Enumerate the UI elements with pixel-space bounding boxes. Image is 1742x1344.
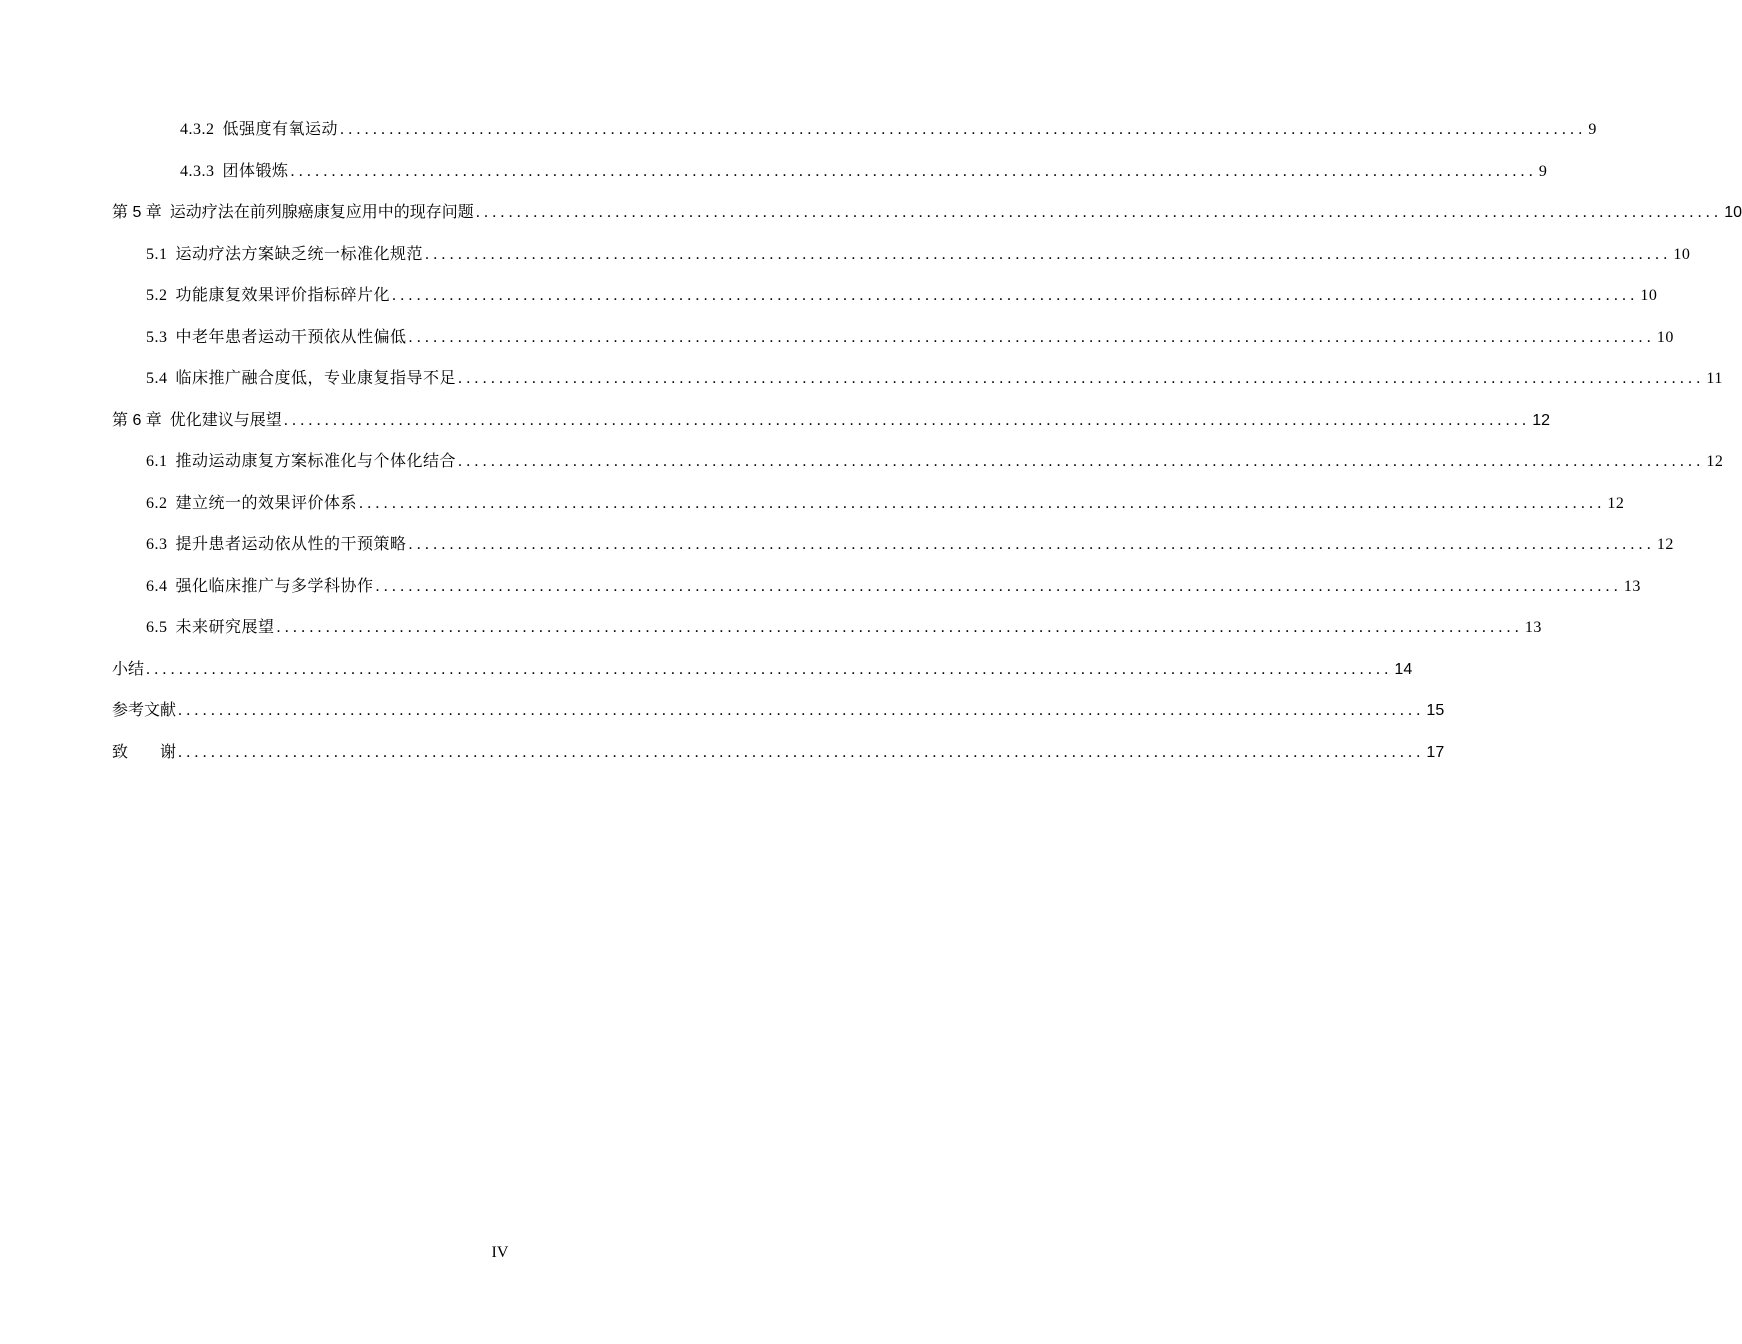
toc-entry-number: 5.1	[146, 245, 168, 263]
toc-leader-dots: ........................................................................................................................................................	[290, 162, 1537, 180]
toc-entry-number: 6.4	[146, 577, 168, 595]
toc-entry-text: 中老年患者运动干预依从性偏低	[175, 328, 407, 346]
toc-leader-dots: ........................................................................................................................................................	[458, 453, 1705, 470]
toc-entry-title	[146, 282, 390, 310]
toc-entry-6-1[interactable]	[112, 448, 1724, 490]
toc-entry-title	[146, 531, 407, 559]
toc-entry-5-3[interactable]	[112, 324, 1674, 366]
toc-entry-4-3-2[interactable]	[112, 116, 1597, 158]
toc-entry-number: 6.3	[146, 536, 168, 553]
toc-entry-page: 10	[1673, 245, 1691, 263]
toc-entry-text: 运动疗法在前列腺癌康复应用中的现存问题	[169, 204, 474, 221]
toc-entry-text: 致 谢	[112, 743, 177, 761]
toc-leader-dots: ........................................................................................................................................................	[458, 370, 1705, 387]
toc-entry-number: 6.5	[146, 619, 168, 636]
toc-entry-5-2[interactable]	[112, 282, 1658, 324]
toc-entry-title	[180, 158, 289, 186]
toc-entry-text: 参考文献	[112, 702, 177, 719]
toc-entry-5-1[interactable]	[112, 241, 1691, 283]
toc-entry-title	[112, 407, 282, 435]
toc-entry-page: 12	[1607, 494, 1625, 512]
toc-entry-summary[interactable]	[112, 656, 1413, 698]
toc-entry-text: 团体锻炼	[222, 162, 289, 180]
toc-entry-page: 9	[1588, 121, 1597, 138]
page-number: IV	[491, 1244, 509, 1261]
toc-leader-dots: ........................................................................................................................................................	[375, 577, 1622, 595]
toc-entry-number: 第 6 章	[112, 411, 162, 429]
toc-entry-title	[146, 365, 456, 393]
toc-entry-title	[112, 656, 144, 684]
toc-entry-text: 推动运动康复方案标准化与个体化结合	[175, 453, 457, 470]
toc-entry-page: 14	[1394, 660, 1413, 678]
toc-entry-title	[112, 199, 474, 227]
toc-entry-text: 临床推广融合度低，专业康复指导不足	[175, 370, 457, 387]
toc-entry-text: 运动疗法方案缺乏统一标准化规范	[175, 245, 424, 263]
toc-entry-title	[146, 573, 374, 601]
toc-entry-4-3-3[interactable]	[112, 158, 1548, 200]
toc-entry-title	[146, 614, 275, 642]
toc-entry-5-4[interactable]	[112, 365, 1723, 407]
toc-leader-dots: ........................................................................................................................................................	[178, 702, 1425, 719]
toc-entry-text: 强化临床推广与多学科协作	[175, 577, 374, 595]
toc-entry-references[interactable]	[112, 697, 1445, 739]
toc-entry-number: 6.2	[146, 494, 168, 512]
toc-entry-number: 4.3.3	[180, 162, 215, 180]
toc-leader-dots: ........................................................................................................................................................	[425, 245, 1672, 263]
toc-entry-title	[112, 697, 176, 725]
toc-entry-title	[146, 324, 407, 352]
toc-entry-chapter-6[interactable]	[112, 407, 1551, 449]
toc-entry-page: 10	[1640, 287, 1658, 304]
toc-entry-text: 建立统一的效果评价体系	[175, 494, 358, 512]
toc-entry-title	[146, 490, 357, 518]
toc-entry-page: 15	[1426, 702, 1445, 719]
toc-entry-number: 5.2	[146, 287, 168, 304]
toc-leader-dots: ........................................................................................................................................................	[359, 494, 1606, 512]
toc-entry-page: 9	[1538, 162, 1548, 180]
toc-entry-number: 5.3	[146, 328, 168, 346]
toc-entry-text: 低强度有氧运动	[222, 121, 339, 138]
toc-entry-6-4[interactable]	[112, 573, 1641, 615]
toc-entry-page: 10	[1724, 204, 1742, 221]
toc-leader-dots: ........................................................................................................................................................	[340, 121, 1587, 138]
toc-entry-title	[180, 116, 338, 144]
toc-entry-number: 5.4	[146, 370, 168, 387]
toc-entry-number: 第 5 章	[112, 204, 162, 221]
toc-entry-chapter-5[interactable]	[112, 199, 1742, 241]
toc-entry-page: 12	[1532, 411, 1551, 429]
toc-leader-dots: ........................................................................................................................................................	[276, 619, 1523, 636]
toc-leader-dots: ........................................................................................................................................................	[283, 411, 1531, 429]
toc-entry-text: 提升患者运动依从性的干预策略	[175, 536, 407, 553]
toc-entry-page: 13	[1623, 577, 1641, 595]
toc-entry-page: 12	[1706, 453, 1724, 470]
toc-entry-text: 未来研究展望	[175, 619, 275, 636]
table-of-contents	[112, 116, 1742, 780]
toc-entry-page: 17	[1426, 743, 1445, 761]
toc-leader-dots: ........................................................................................................................................................	[408, 328, 1655, 346]
toc-entry-title	[112, 739, 176, 767]
toc-entry-page: 10	[1656, 328, 1674, 346]
toc-entry-acknowledgements[interactable]	[112, 739, 1445, 781]
toc-entry-number: 6.1	[146, 453, 168, 470]
toc-leader-dots: ........................................................................................................................................................	[178, 743, 1425, 761]
toc-entry-text: 优化建议与展望	[169, 411, 282, 429]
toc-entry-page: 11	[1706, 370, 1723, 387]
toc-leader-dots: ........................................................................................................................................................	[475, 204, 1723, 221]
toc-entry-text: 功能康复效果评价指标碎片化	[175, 287, 391, 304]
toc-entry-number: 4.3.2	[180, 121, 215, 138]
toc-entry-6-2[interactable]	[112, 490, 1625, 532]
toc-entry-6-3[interactable]	[112, 531, 1674, 573]
toc-entry-6-5[interactable]	[112, 614, 1542, 656]
toc-entry-page: 12	[1656, 536, 1674, 553]
toc-entry-page: 13	[1524, 619, 1542, 636]
toc-leader-dots: ........................................................................................................................................................	[146, 660, 1393, 678]
toc-entry-title	[146, 448, 456, 476]
toc-leader-dots: ........................................................................................................................................................	[408, 536, 1655, 553]
toc-leader-dots: ........................................................................................................................................................	[392, 287, 1639, 304]
toc-entry-title	[146, 241, 423, 269]
toc-entry-text: 小结	[112, 660, 145, 678]
